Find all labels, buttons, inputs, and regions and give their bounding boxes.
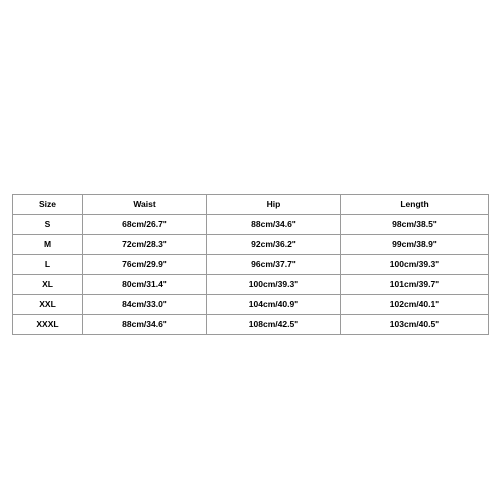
waist-cell: 76cm/29.9" bbox=[83, 255, 207, 275]
table-row bbox=[13, 215, 489, 235]
hip-cell: 92cm/36.2" bbox=[207, 235, 341, 255]
waist-cell: 84cm/33.0" bbox=[83, 295, 207, 315]
size-cell: L bbox=[13, 255, 83, 275]
table-header bbox=[13, 195, 489, 215]
waist-cell: 80cm/31.4" bbox=[83, 275, 207, 295]
table-row bbox=[13, 295, 489, 315]
length-cell: 98cm/38.5" bbox=[341, 215, 489, 235]
header-waist: Waist bbox=[83, 195, 207, 215]
size-cell: M bbox=[13, 235, 83, 255]
header-length: Length bbox=[341, 195, 489, 215]
waist-cell: 72cm/28.3" bbox=[83, 235, 207, 255]
table-row bbox=[13, 315, 489, 335]
size-chart-table bbox=[12, 194, 489, 335]
header-size: Size bbox=[13, 195, 83, 215]
table-row bbox=[13, 275, 489, 295]
table-row bbox=[13, 235, 489, 255]
size-cell: XXXL bbox=[13, 315, 83, 335]
table-row bbox=[13, 255, 489, 275]
length-cell: 100cm/39.3" bbox=[341, 255, 489, 275]
size-cell: S bbox=[13, 215, 83, 235]
hip-cell: 108cm/42.5" bbox=[207, 315, 341, 335]
hip-cell: 104cm/40.9" bbox=[207, 295, 341, 315]
header-hip: Hip bbox=[207, 195, 341, 215]
size-cell: XL bbox=[13, 275, 83, 295]
length-cell: 99cm/38.9" bbox=[341, 235, 489, 255]
table-body bbox=[13, 215, 489, 335]
size-cell: XXL bbox=[13, 295, 83, 315]
hip-cell: 96cm/37.7" bbox=[207, 255, 341, 275]
hip-cell: 88cm/34.6" bbox=[207, 215, 341, 235]
length-cell: 101cm/39.7" bbox=[341, 275, 489, 295]
length-cell: 102cm/40.1" bbox=[341, 295, 489, 315]
length-cell: 103cm/40.5" bbox=[341, 315, 489, 335]
waist-cell: 88cm/34.6" bbox=[83, 315, 207, 335]
header-row bbox=[13, 195, 489, 215]
hip-cell: 100cm/39.3" bbox=[207, 275, 341, 295]
waist-cell: 68cm/26.7" bbox=[83, 215, 207, 235]
